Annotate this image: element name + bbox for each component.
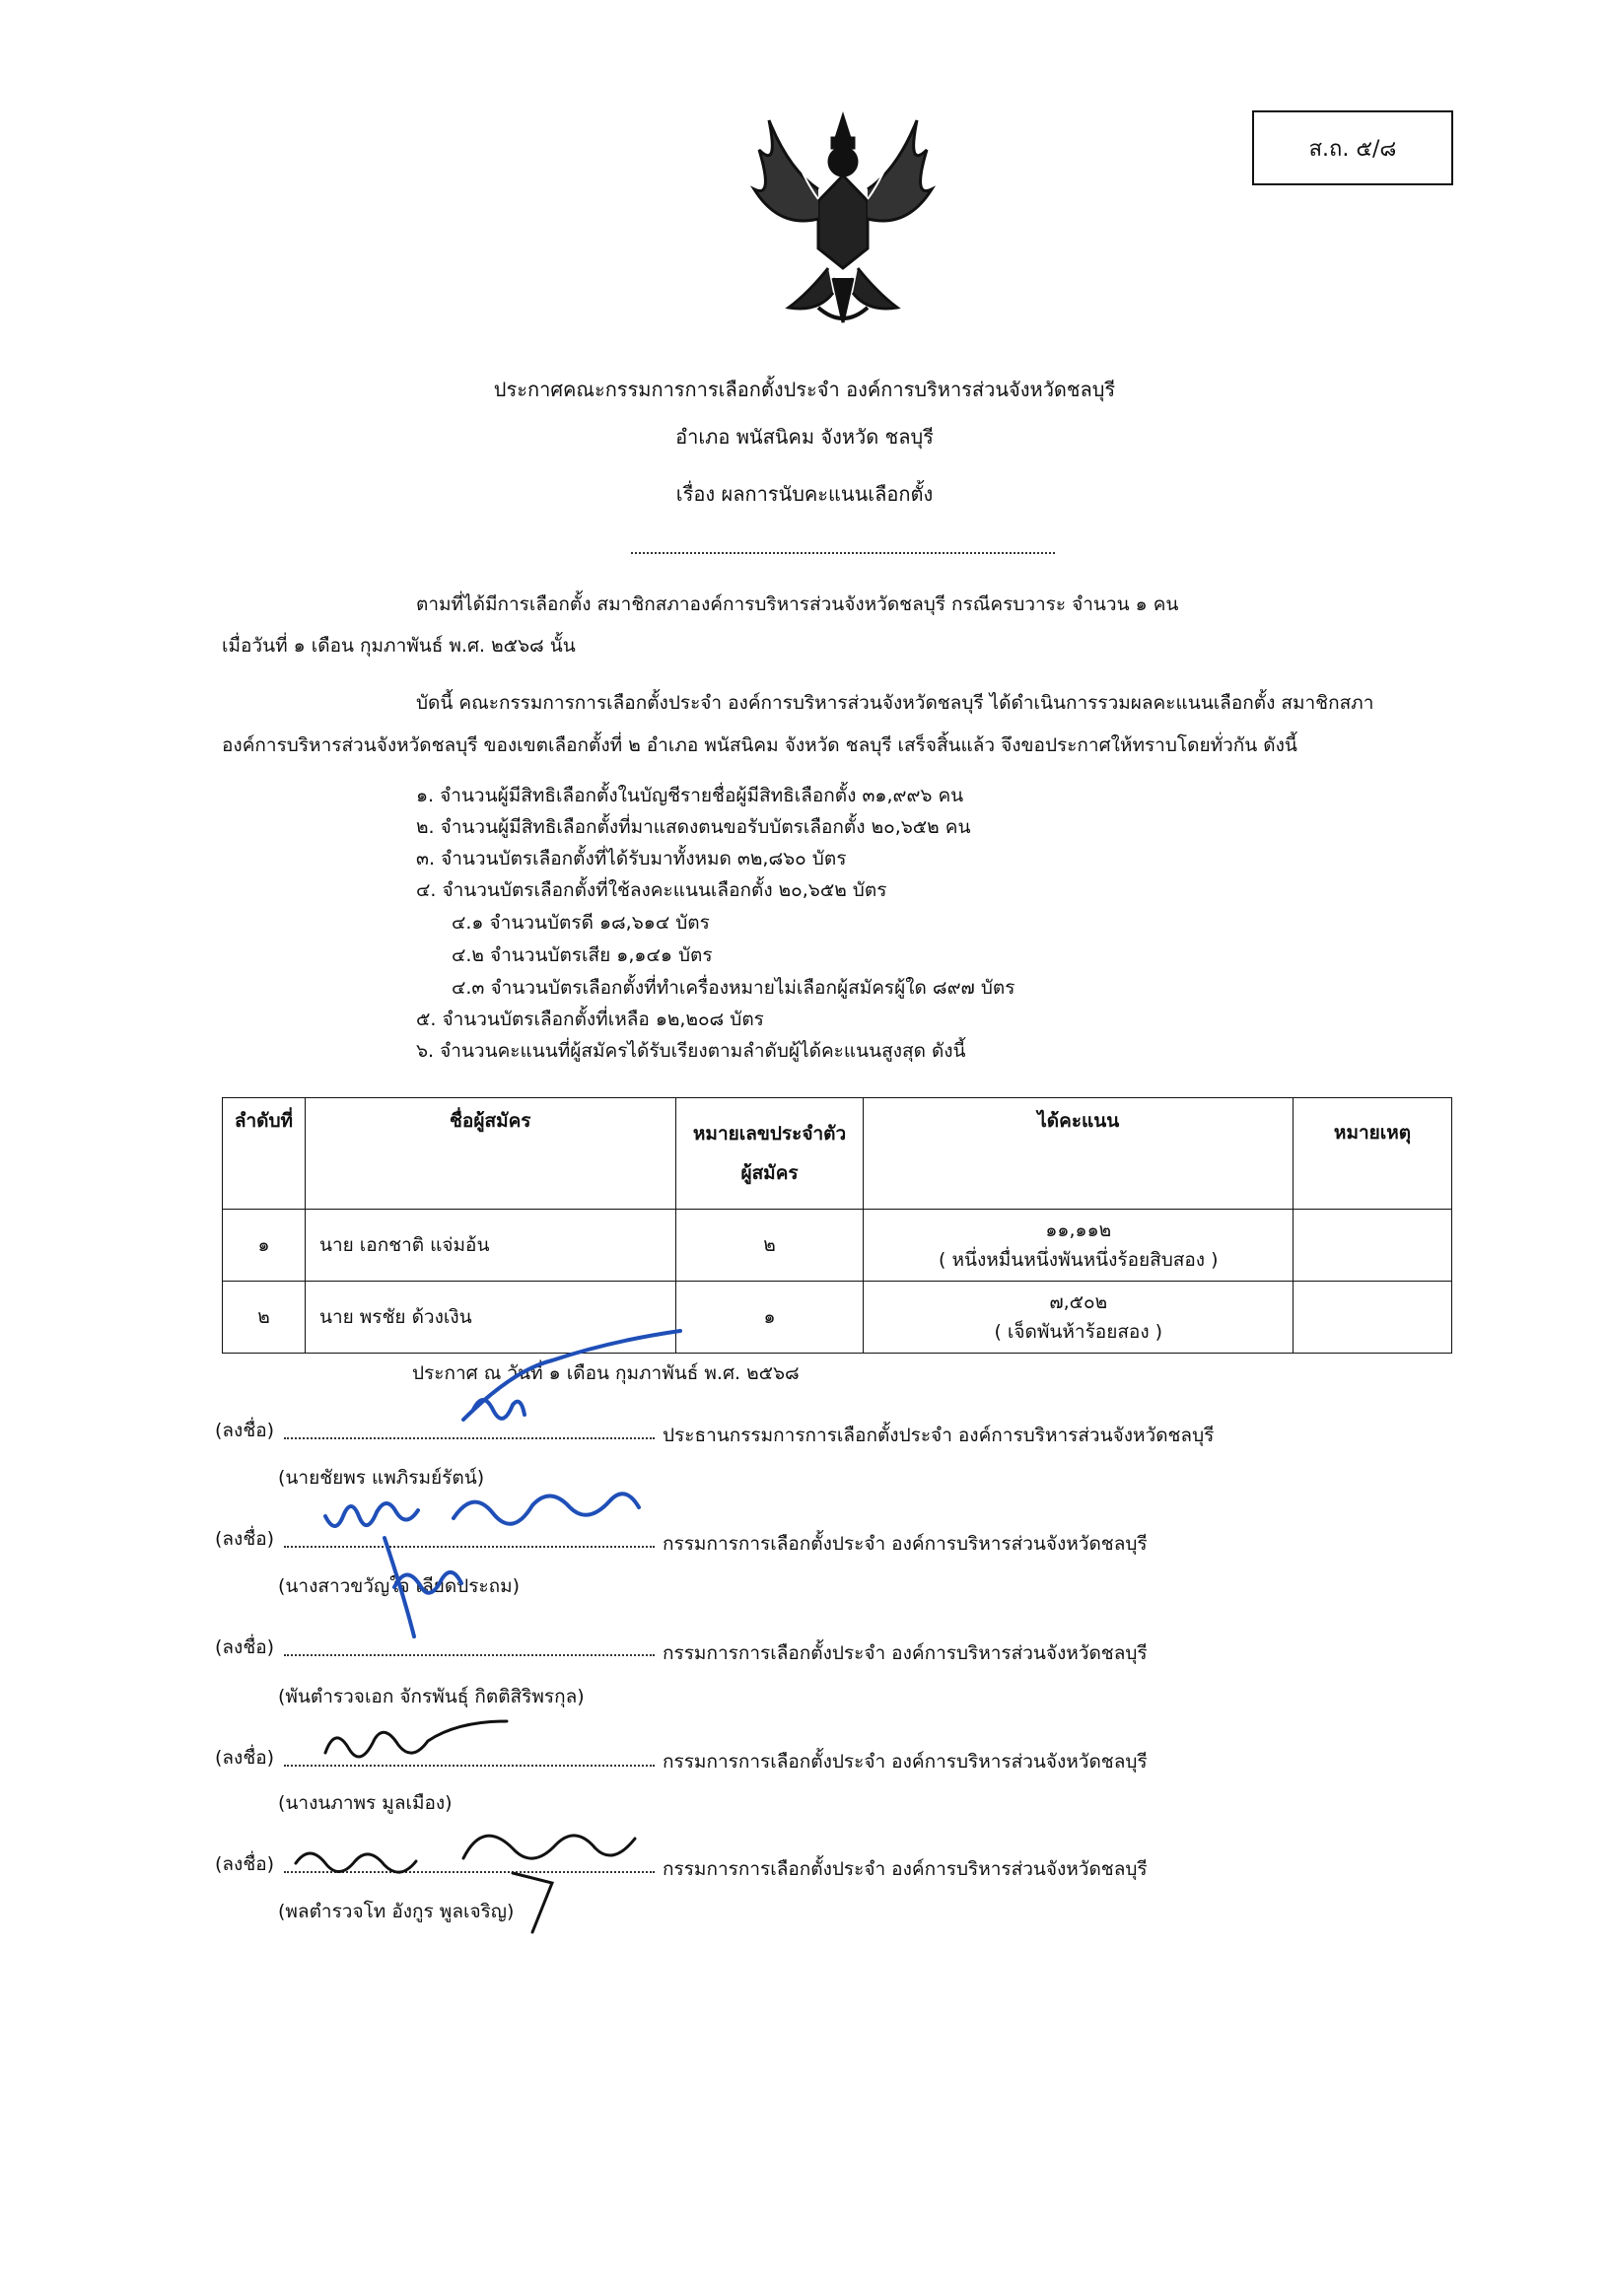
signature-label-4: (ลงชื่อ) xyxy=(215,1747,275,1769)
signature-role-2: กรรมการการเลือกตั้งประจำ องค์การบริหารส่วนจังหวัดชลบุรี xyxy=(663,1533,1148,1555)
paragraph-2-line-1: บัดนี้ คณะกรรมการการเลือกตั้งประจำ องค์การบริหารส่วนจังหวัดชลบุรี ได้ดำเนินการรวมผลคะแนนเลือกตั้ง สมาชิกสภา xyxy=(416,692,1374,714)
signature-role-1: ประธานกรรมการการเลือกตั้งประจำ องค์การบริหารส่วนจังหวัดชลบุรี xyxy=(663,1425,1215,1446)
signature-stroke-3 xyxy=(325,1503,418,1526)
item-voters-present: ๒. จำนวนผู้มีสิทธิเลือกตั้งที่มาแสดงตนขอรับบัตรเลือกตั้ง ๒๐,๖๕๒ คน xyxy=(416,816,971,838)
form-code: ส.ถ. ๕/๘ xyxy=(1308,136,1397,162)
signature-stroke-4 xyxy=(454,1494,639,1523)
signature-stroke-10 xyxy=(513,1873,552,1932)
announcement-date: ประกาศ ณ วันที่ ๑ เดือน กุมภาพันธ์ พ.ศ. ๒๕๖๘ xyxy=(412,1362,800,1384)
signature-stroke-6 xyxy=(394,1572,461,1593)
signature-name-5: (พลตำรวจโท อังกูร พูลเจริญ) xyxy=(278,1901,515,1922)
signature-stroke-8 xyxy=(296,1853,416,1872)
signature-name-4: (นางนภาพร มูลเมือง) xyxy=(278,1792,453,1814)
announcement-title: ประกาศคณะกรรมการการเลือกตั้งประจำ องค์การบริหารส่วนจังหวัดชลบุรี xyxy=(493,378,1116,401)
signature-stroke-7 xyxy=(325,1721,507,1757)
item-spoiled-ballots: ๔.๒ จำนวนบัตรเสีย ๑,๑๔๑ บัตร xyxy=(452,944,713,966)
item-good-ballots: ๔.๑ จำนวนบัตรดี ๑๘,๖๑๔ บัตร xyxy=(452,912,710,934)
signature-stroke-5 xyxy=(385,1538,414,1636)
signature-role-3: กรรมการการเลือกตั้งประจำ องค์การบริหารส่วนจังหวัดชลบุรี xyxy=(663,1642,1148,1664)
signature-label-1: (ลงชื่อ) xyxy=(215,1420,275,1441)
signature-name-3: (พันตำรวจเอก จักรพันธุ์ กิตติสิริพรกุล) xyxy=(278,1686,585,1707)
signature-stroke-1 xyxy=(463,1331,680,1420)
row-name: นาย เอกชาติ แจ่มอ้น xyxy=(305,1210,675,1282)
subject-line: เรื่อง ผลการนับคะแนนเลือกตั้ง xyxy=(675,482,934,506)
header-remark: หมายเหตุ xyxy=(1294,1098,1452,1210)
signature-role-4: กรรมการการเลือกตั้งประจำ องค์การบริหารส่วนจังหวัดชลบุรี xyxy=(663,1751,1148,1773)
item-no-vote-ballots: ๔.๓ จำนวนบัตรเลือกตั้งที่ทำเครื่องหมายไม่เลือกผู้สมัครผู้ใด ๘๙๗ บัตร xyxy=(452,977,1015,999)
header-votes: ได้คะแนน xyxy=(864,1098,1294,1210)
row-number: ๒ xyxy=(675,1210,864,1282)
header-rank: ลำดับที่ xyxy=(223,1098,306,1210)
signature-label-2: (ลงชื่อ) xyxy=(215,1528,275,1550)
row-rank: ๑ xyxy=(223,1210,306,1282)
header-number-line-1: หมายเลขประจำตัว xyxy=(692,1123,847,1145)
header-number-line-2: ผู้สมัคร xyxy=(740,1162,799,1184)
row-name: นาย พรชัย ด้วงเงิน xyxy=(305,1282,675,1354)
row-rank: ๒ xyxy=(223,1282,306,1354)
item-ballots-used: ๔. จำนวนบัตรเลือกตั้งที่ใช้ลงคะแนนเลือกตั้ง ๒๐,๖๕๒ บัตร xyxy=(416,879,887,901)
item-candidate-votes: ๖. จำนวนคะแนนที่ผู้สมัครได้รับเรียงตามลำดับผู้ได้คะแนนสูงสุด ดังนี้ xyxy=(416,1040,966,1062)
row-votes-number: ๑๑,๑๑๒ xyxy=(1045,1219,1112,1241)
paragraph-1-line-1: ตามที่ได้มีการเลือกตั้ง สมาชิกสภาองค์การบริหารส่วนจังหวัดชลบุรี กรณีครบวาระ จำนวน ๑ คน xyxy=(416,593,1179,615)
item-eligible-voters: ๑. จำนวนผู้มีสิทธิเลือกตั้งในบัญชีรายชื่อผู้มีสิทธิเลือกตั้ง ๓๑,๙๙๖ คน xyxy=(416,785,964,806)
row-votes-text: ( หนึ่งหมื่นหนึ่งพันหนึ่งร้อยสิบสอง ) xyxy=(939,1249,1219,1271)
row-votes-text: ( เจ็ดพันห้าร้อยสอง ) xyxy=(994,1321,1163,1343)
signature-label-3: (ลงชื่อ) xyxy=(215,1636,275,1658)
signature-label-5: (ลงชื่อ) xyxy=(215,1853,275,1875)
header-name: ชื่อผู้สมัคร xyxy=(305,1098,675,1210)
row-votes-number: ๗,๕๐๒ xyxy=(1049,1291,1108,1313)
row-number: ๑ xyxy=(675,1282,864,1354)
signature-role-5: กรรมการการเลือกตั้งประจำ องค์การบริหารส่วนจังหวัดชลบุรี xyxy=(663,1858,1148,1880)
signature-name-2: (นางสาวขวัญใจ เลียดประถม) xyxy=(278,1575,521,1597)
district-line: อำเภอ พนัสนิคม จังหวัด ชลบุรี xyxy=(675,425,934,449)
paragraph-2-line-2: องค์การบริหารส่วนจังหวัดชลบุรี ของเขตเลือกตั้งที่ ๒ อำเภอ พนัสนิคม จังหวัด ชลบุรี เสร็จสิ้นแล้ว จึงขอประกาศให้ทราบโดยทั่วกัน ดังนี้ xyxy=(222,734,1297,756)
paragraph-1-line-2: เมื่อวันที่ ๑ เดือน กุมภาพันธ์ พ.ศ. ๒๕๖๘ นั้น xyxy=(222,635,576,657)
signature-name-1: (นายชัยพร แพภิรมย์รัตน์) xyxy=(278,1467,485,1489)
item-remaining-ballots: ๕. จำนวนบัตรเลือกตั้งที่เหลือ ๑๒,๒๐๘ บัตร xyxy=(416,1009,764,1030)
signature-stroke-9 xyxy=(463,1836,635,1858)
item-ballots-received: ๓. จำนวนบัตรเลือกตั้งที่ได้รับมาทั้งหมด ๓๒,๘๖๐ บัตร xyxy=(416,848,847,870)
